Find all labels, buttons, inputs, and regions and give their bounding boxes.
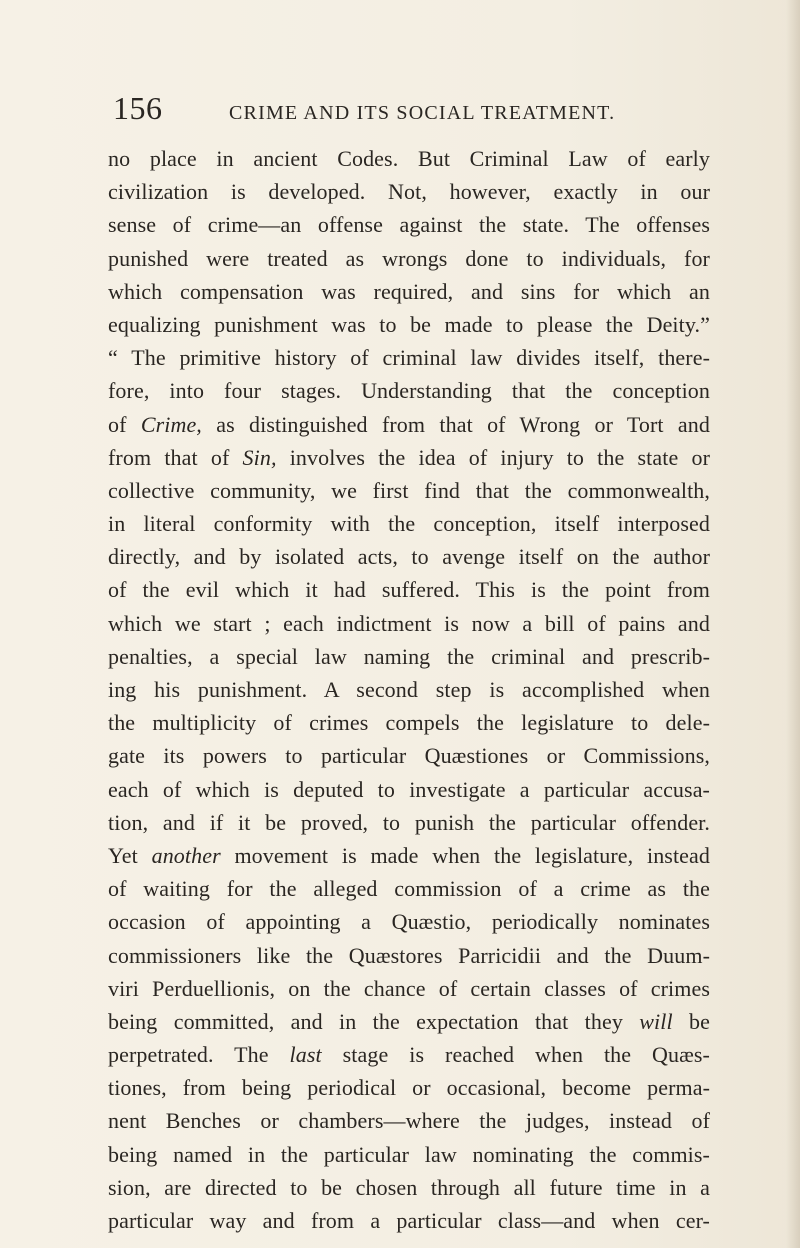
text-line: no place in ancient Codes. But Criminal Law of early <box>108 146 710 171</box>
text-line <box>108 1005 710 1038</box>
text-line: particular way and from a particular class—and when cer- <box>108 1208 710 1233</box>
text-run: movement is made when the legislature, instead <box>220 842 710 868</box>
text-run: Yet <box>108 842 152 868</box>
text-line <box>108 441 710 474</box>
running-head: CRIME AND ITS SOCIAL TREATMENT. <box>229 102 616 124</box>
text-line: sion, are directed to be chosen through all future time in a <box>108 1174 710 1200</box>
text-line: commissioners like the Quæstores Parricidii and the Duum- <box>108 942 710 968</box>
text-line: of waiting for the alleged commission of a crime as the <box>108 876 710 902</box>
text-line: nent Benches or chambers—where the judges, instead of <box>108 1108 710 1134</box>
text-line: tion, and if it be proved, to punish the particular offender. <box>108 809 710 835</box>
text-line: “ The primitive history of criminal law divides itself, there- <box>108 345 710 371</box>
text-line: being named in the particular law nominating the commis- <box>108 1141 710 1167</box>
page-number: 156 <box>113 90 163 126</box>
text-line: equalizing punishment was to be made to please the Deity.” <box>108 311 710 337</box>
text-line: the multiplicity of crimes compels the legislature to dele- <box>108 710 710 736</box>
text-line: which compensation was required, and sins for which an <box>108 278 710 304</box>
text-line: collective community, we first find that the commonwealth, <box>108 477 710 503</box>
text-line: fore, into four stages. Understanding that the conception <box>108 378 710 404</box>
text-run: of <box>108 411 141 437</box>
text-run: from that of <box>108 444 243 470</box>
text-run: as distinguished from that of Wrong or Tort and <box>201 411 710 437</box>
page-header <box>113 90 673 130</box>
text-line: ing his punishment. A second step is accomplished when <box>108 677 710 702</box>
italic-term-sin: Sin, <box>242 444 277 470</box>
body-text <box>108 142 710 1237</box>
italic-term-last: last <box>289 1042 322 1068</box>
text-line: occasion of appointing a Quæstio, periodically nominates <box>108 909 710 935</box>
text-line: gate its powers to particular Quæstiones or Commissions, <box>108 743 710 769</box>
text-run: perpetrated. The <box>108 1042 290 1068</box>
text-line: penalties, a special law naming the criminal and prescrib- <box>108 643 710 669</box>
text-run: involves the idea of injury to the state or <box>276 444 710 470</box>
text-line: directly, and by isolated acts, to avenge itself on the author <box>108 544 710 570</box>
text-line: of the evil which it had suffered. This is the point from <box>108 577 710 603</box>
text-line: which we start ; each indictment is now a bill of pains and <box>108 610 710 636</box>
text-line: punished were treated as wrongs done to individuals, for <box>108 245 710 271</box>
text-line: tiones, from being periodical or occasional, become perma- <box>108 1075 710 1101</box>
text-line <box>108 1038 710 1071</box>
italic-term-will: will <box>639 1008 673 1034</box>
text-line: each of which is deputed to investigate a particular accusa- <box>108 776 710 802</box>
text-line: viri Perduellionis, on the chance of certain classes of crimes <box>108 975 710 1001</box>
text-run: be <box>672 1008 710 1034</box>
italic-term-crime: Crime, <box>140 411 202 437</box>
italic-term-another: another <box>151 842 221 868</box>
text-run: stage is reached when the Quæs- <box>321 1042 710 1068</box>
text-line: sense of crime—an offense against the state. The offenses <box>108 212 710 238</box>
text-line <box>108 408 710 441</box>
text-line: in literal conformity with the conception, itself interposed <box>108 511 710 537</box>
text-line: civilization is developed. Not, however, exactly in our <box>108 179 710 205</box>
text-line <box>108 839 710 872</box>
text-run: being committed, and in the expectation that they <box>108 1008 640 1034</box>
